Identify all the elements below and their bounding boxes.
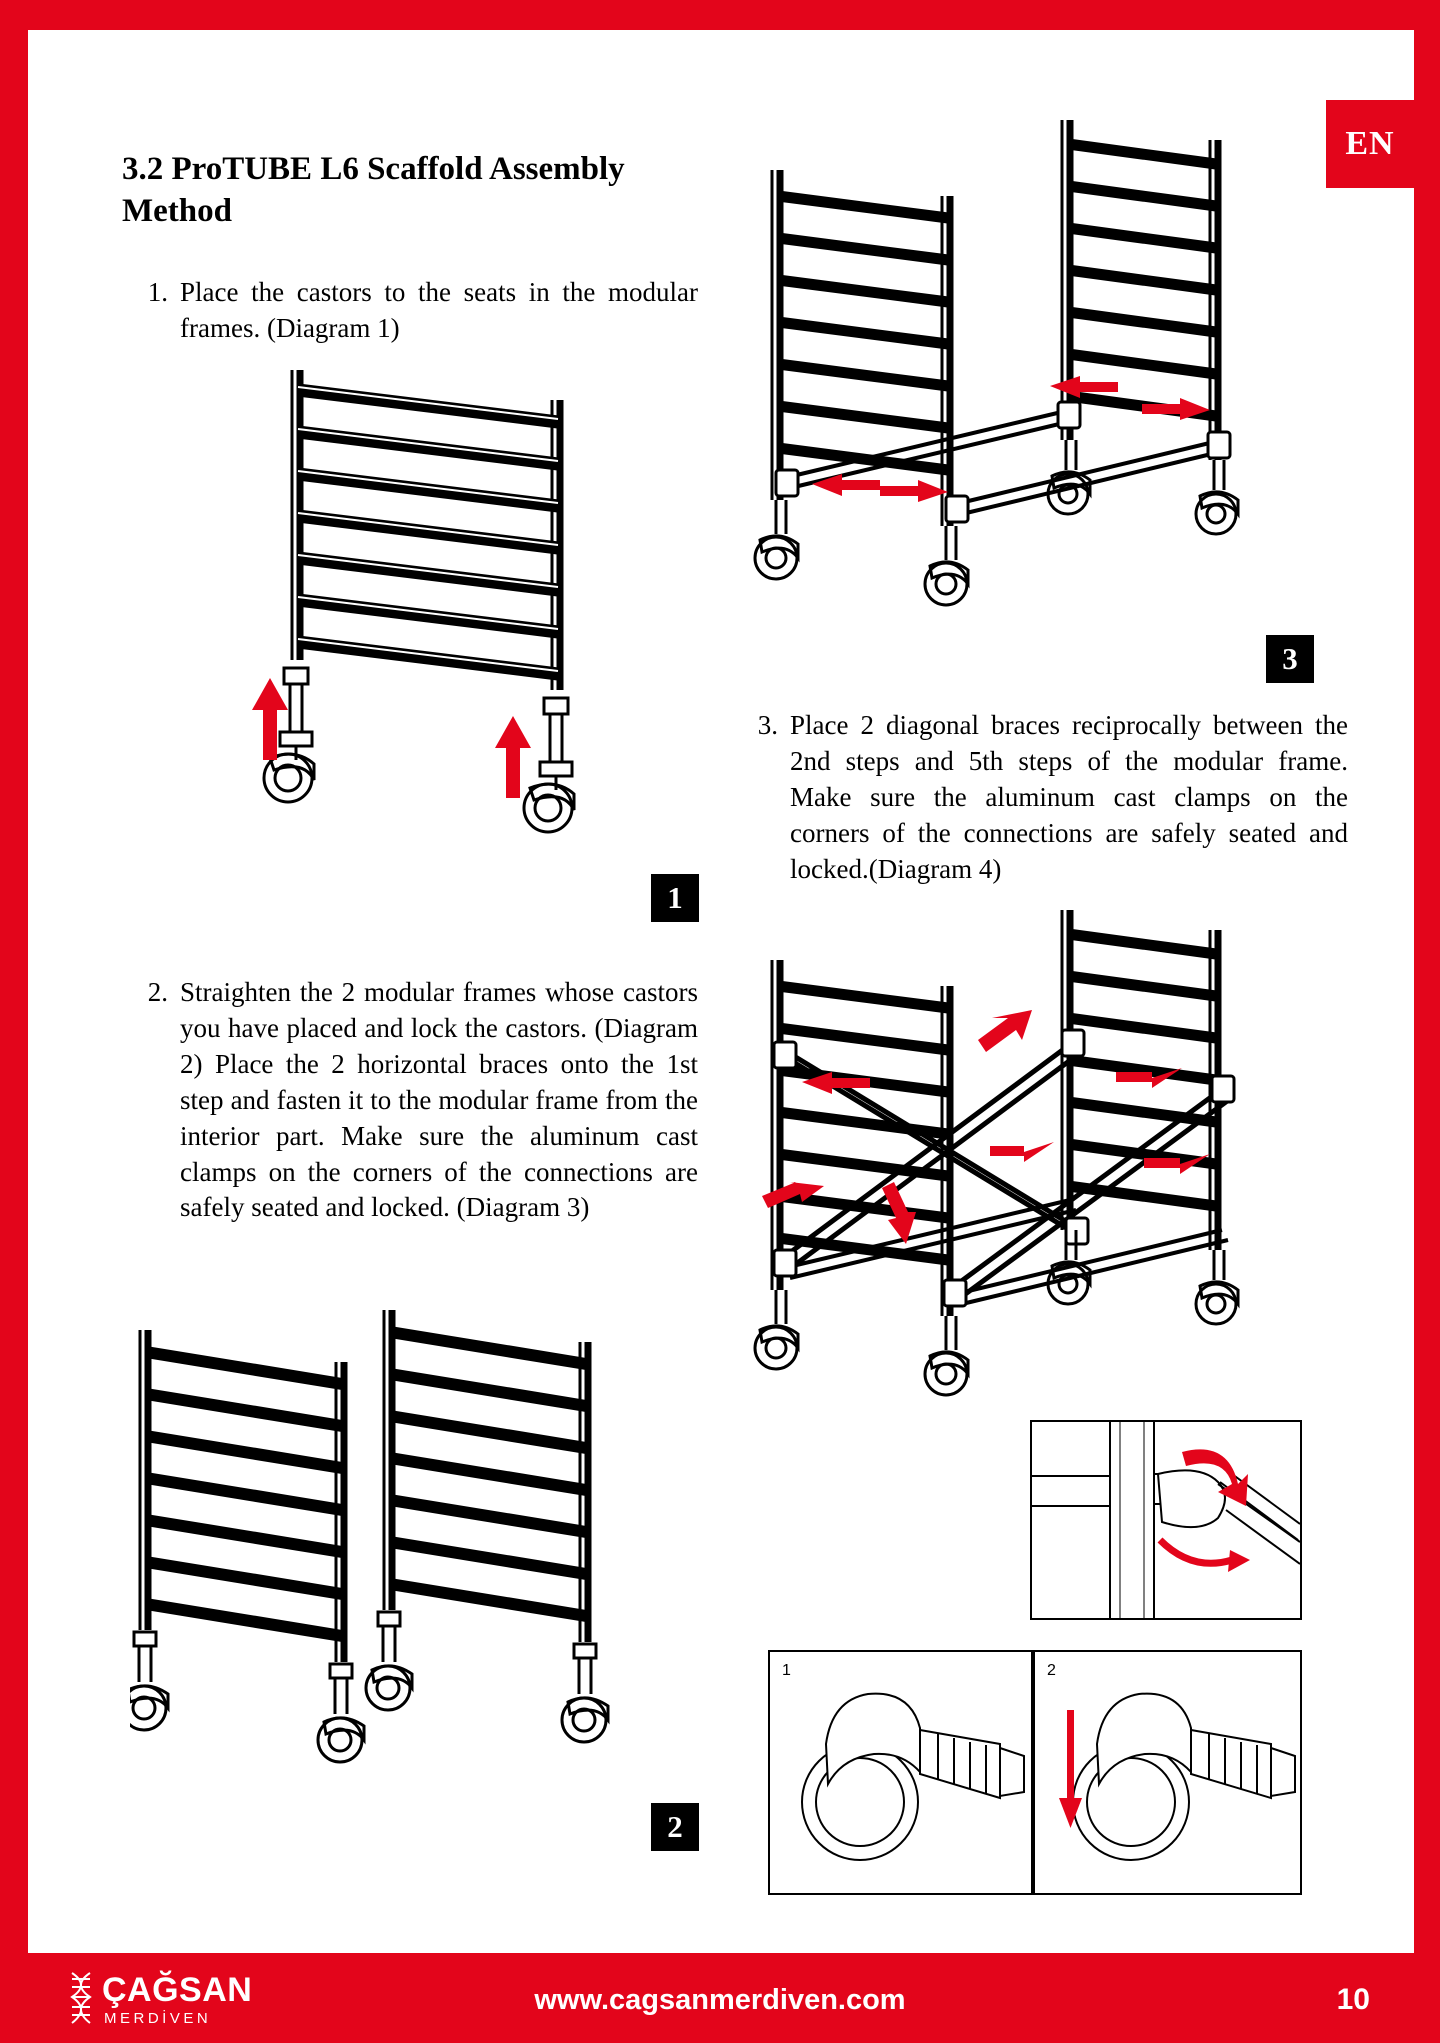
- page-right-border: [1414, 0, 1440, 2043]
- arrow-upright-icon: [978, 1010, 1032, 1052]
- page-top-border: [0, 0, 1440, 30]
- arrow-down-icon: [1059, 1710, 1082, 1828]
- arrow-up-right-icon: [495, 716, 531, 798]
- photo-castor-lock-step-1: [768, 1650, 1033, 1895]
- brand-name: ÇAĞSAN: [102, 1970, 253, 2009]
- photo-step-number: 2: [1047, 1662, 1056, 1679]
- step-number: 1.: [147, 277, 168, 307]
- arrow-up-left-icon: [252, 678, 288, 760]
- page-number: 10: [1336, 1983, 1370, 2016]
- step-text: Place the castors to the seats in the modular frames. (Diagram 1): [180, 277, 698, 343]
- photo-clamp-rotation: [1030, 1420, 1302, 1620]
- step-text: Straighten the 2 modular frames whose castors you have placed and lock the castors. (Diagram 2) Place the 2 horizontal braces onto the 1st step and fasten it to the modular frame from the interior part. Make sure the aluminum cast clamps on the corners of the connections are safely seated and locked. (Diagram 3): [180, 977, 698, 1223]
- diagram-3-horizontal-braces: [740, 110, 1340, 670]
- diagram-2-two-frames: [130, 1310, 690, 1860]
- language-badge: EN: [1326, 100, 1414, 188]
- step-text: Place 2 diagonal braces reciprocally between the 2nd steps and 5th steps of the modular frame. Make sure the aluminum cast clamps on the corners of the connections are safely seated and locked.(Diagram 4): [790, 710, 1348, 884]
- step-number: 3.: [757, 710, 778, 740]
- page-left-border: [0, 0, 28, 2043]
- arrow-left-icon: [812, 474, 880, 496]
- photo-castor-lock-step-2: [1033, 1650, 1302, 1895]
- arrow-right-icon: [880, 480, 948, 502]
- step-item-2: [138, 975, 698, 1226]
- page-title: 3.2 ProTUBE L6 Scaffold Assembly Method: [122, 151, 625, 230]
- step-item-1: [138, 275, 698, 347]
- step-item-3: [748, 708, 1348, 888]
- footer-website-url[interactable]: www.cagsanmerdiven.com: [534, 1984, 906, 2016]
- diagram-4-diagonal-braces: [740, 900, 1340, 1480]
- arrow-right-icon-4: [990, 1142, 1054, 1162]
- figure-badge-1: 1: [651, 874, 699, 922]
- brand-tagline: MERDİVEN: [104, 2009, 212, 2027]
- step-number: 2.: [147, 977, 168, 1007]
- diagram-1-frame-with-castors: [240, 360, 680, 940]
- figure-badge-2: 2: [651, 1803, 699, 1851]
- figure-badge-3: 3: [1266, 635, 1314, 683]
- photo-step-number: 1: [782, 1662, 791, 1679]
